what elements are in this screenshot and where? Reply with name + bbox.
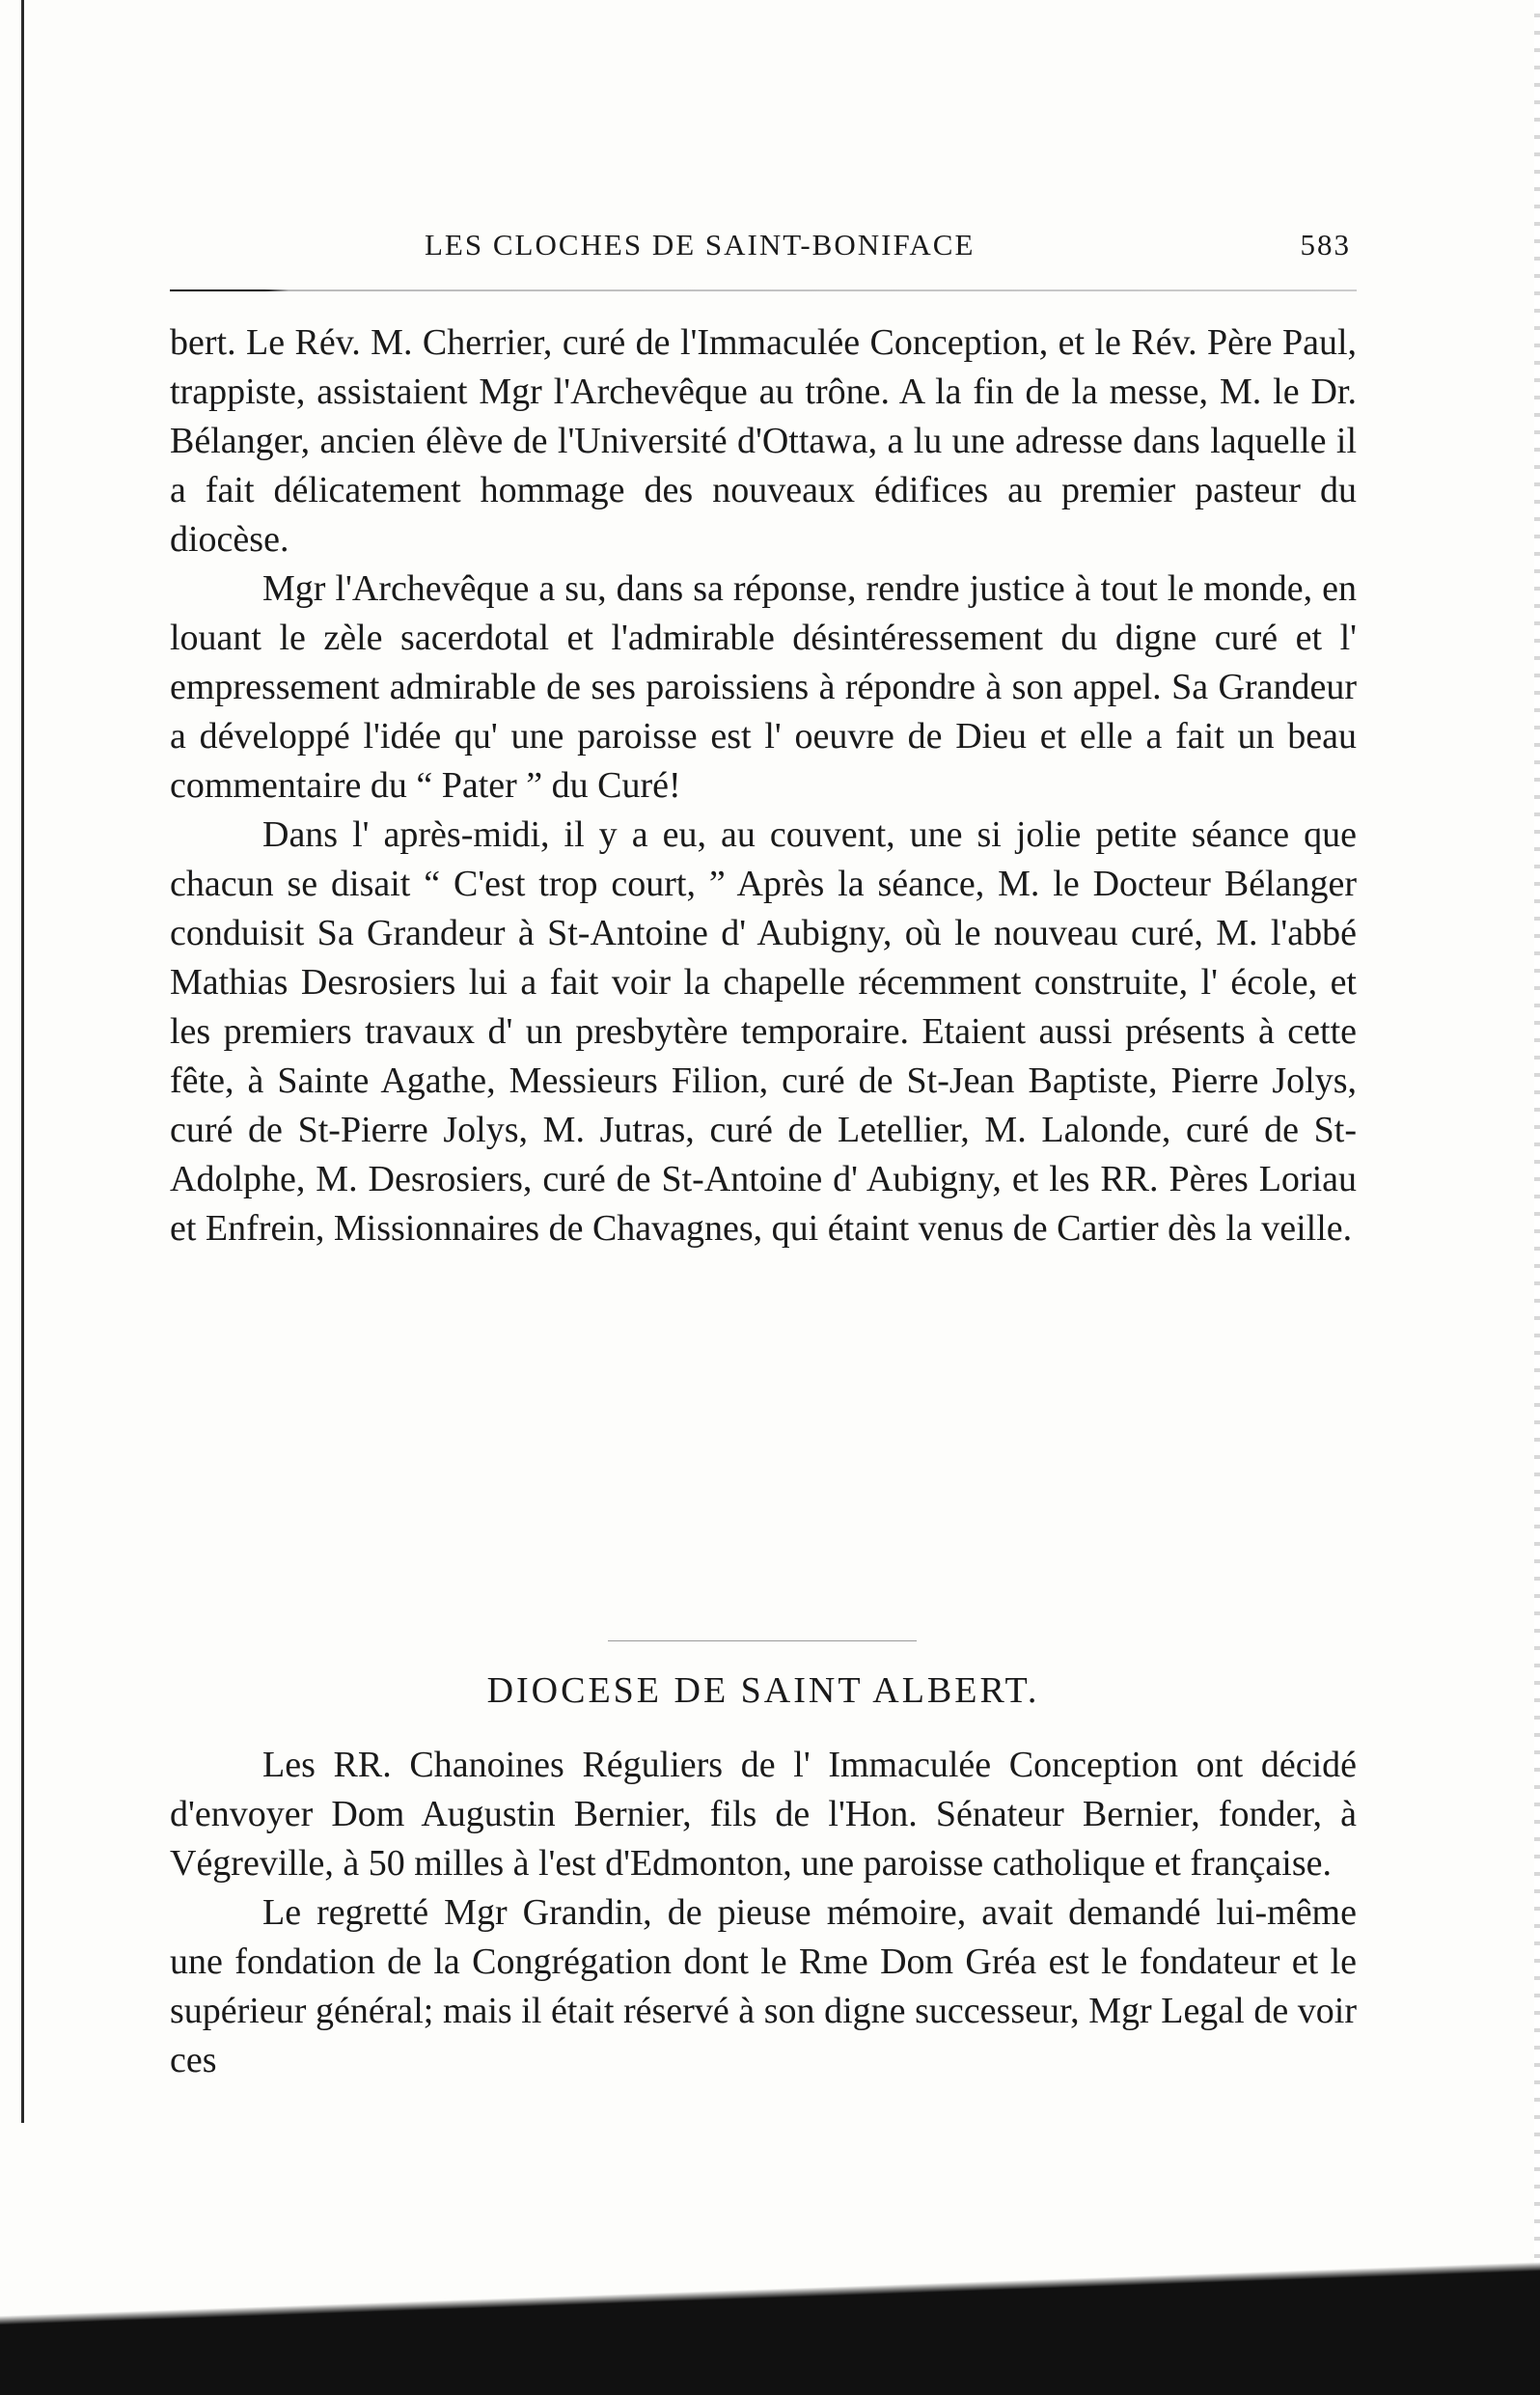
header-rule bbox=[170, 289, 1357, 291]
paragraph: Mgr l'Archevêque a su, dans sa réponse, rendre justice à tout le monde, en louant le zèle sacerdotal et l'admirable désintéressement du digne curé et l' empressement admirable de ses paroissiens à répondre à son appel. Sa Grandeur a développé l'idée qu' une paroisse est l' oeuvre de Dieu et elle a fait un beau commentaire du “ Pater ” du Curé! bbox=[170, 568, 1357, 806]
page-header bbox=[425, 228, 1351, 276]
running-title: LES CLOCHES DE SAINT-BONIFACE bbox=[425, 228, 976, 262]
body-text-section-2 bbox=[170, 1741, 1357, 2085]
paragraph: Dans l' après-midi, il y a eu, au couvent, une si jolie petite séance que chacun se disait “ C'est trop court, ” Après la séance, M. le Docteur Bélanger conduisit Sa Grandeur à St-Antoine d' Aubigny, où le nouveau curé, M. l'abbé Mathias Desrosiers lui a fait voir la chapelle récemment construite, l' école, et les premiers travaux d' un presbytère temporaire. Etaient aussi présents à cette fête, à Sainte Agathe, Messieurs Filion, curé de St-Jean Baptiste, Pierre Jolys, curé de St-Pierre Jolys, M. Jutras, curé de Letellier, M. Lalonde, curé de St-Adolphe, M. Desrosiers, curé de St-Antoine d' Aubigny, et les RR. Pères Loriau et Enfrein, Missionnaires de Chavagnes, qui étaint venus de Cartier dès la veille. bbox=[170, 814, 1357, 1249]
paragraph: Le regretté Mgr Grandin, de pieuse mémoire, avait demandé lui-même une fondation de la Congrégation dont le Rme Dom Gréa est le fondateur et le supérieur général; mais il était réservé à son digne successeur, Mgr Legal de voir ces bbox=[170, 1892, 1357, 2080]
scan-shadow bbox=[0, 2219, 1540, 2395]
body-text-section-1 bbox=[170, 318, 1357, 1253]
right-page-edge bbox=[1534, 0, 1540, 2395]
page-number: 583 bbox=[1300, 228, 1351, 262]
section-heading: DIOCESE DE SAINT ALBERT. bbox=[486, 1670, 1040, 1711]
paragraph: Les RR. Chanoines Réguliers de l' Immaculée Conception ont décidé d'envoyer Dom Augustin Bernier, fils de l'Hon. Sénateur Bernier, fonder, à Végreville, à 50 milles à l'est d'Edmonton, une paroisse catholique et française. bbox=[170, 1745, 1357, 1884]
left-margin-line bbox=[21, 0, 24, 2123]
paragraph-continuation: bert. Le Rév. M. Cherrier, curé de l'Immaculée Conception, et le Rév. Père Paul, trappiste, assistaient Mgr l'Archevêque au trône. A la fin de la messe, M. le Dr. Bélanger, ancien élève de l'Université d'Ottawa, a lu une adresse dans laquelle il a fait délicatement hommage des nouveaux édifices au premier pasteur du diocèse. bbox=[170, 322, 1357, 560]
section-divider bbox=[608, 1640, 917, 1641]
